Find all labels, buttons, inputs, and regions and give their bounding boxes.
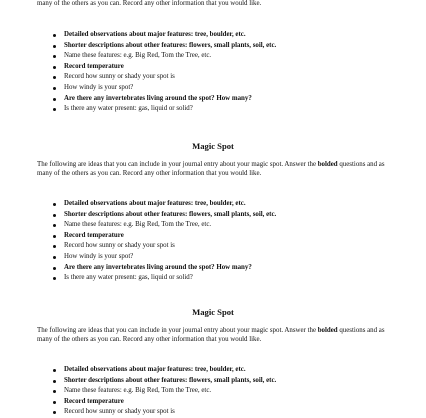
intro-paragraph	[37, 161, 397, 178]
list-item: Name these features: e.g. Big Red, Tom the Tree, etc.	[0, 51, 426, 62]
list-item: Shorter descriptions about other features: flowers, small plants, soil, etc.	[0, 41, 426, 52]
intro-text: The following are ideas that you can include in your journal entry about your magic spot. Answer the	[37, 327, 318, 334]
intro-text-rest: questions and as many of the others as you can. Record any other information that you would like.	[37, 327, 385, 343]
list-item: Record temperature	[0, 397, 426, 408]
intro-bold-word: bolded	[317, 161, 338, 168]
intro-text: The following are ideas that you can include in your journal entry about your magic spot. Answer the	[37, 161, 318, 168]
list-item: Record temperature	[0, 231, 426, 242]
list-item: Record how sunny or shady your spot is	[0, 72, 426, 83]
list-item: Shorter descriptions about other features: flowers, small plants, soil, etc.	[0, 210, 426, 221]
intro-paragraph	[37, 0, 397, 8]
list-item: Shorter descriptions about other features: flowers, small plants, soil, etc.	[0, 376, 426, 387]
feature-list	[0, 199, 426, 284]
feature-list	[0, 365, 426, 418]
intro-bold-word: bolded	[317, 327, 338, 334]
list-item: Record how sunny or shady your spot is	[0, 407, 426, 418]
section-title: Magic Spot	[192, 141, 234, 151]
intro-text-rest: questions and as many of the others as you can. Record any other information that you would like.	[37, 161, 385, 177]
list-item: Record how sunny or shady your spot is	[0, 241, 426, 252]
list-item: Are there any invertebrates living around the spot? How many?	[0, 94, 426, 105]
feature-list	[0, 30, 426, 115]
list-item: Is there any water present: gas, liquid or solid?	[0, 273, 426, 284]
intro-paragraph	[37, 327, 397, 344]
list-item: Detailed observations about major features: tree, boulder, etc.	[0, 365, 426, 376]
list-item: Name these features: e.g. Big Red, Tom the Tree, etc.	[0, 220, 426, 231]
intro-text-rest: many of the others as you can. Record any other information that you would like.	[37, 0, 262, 7]
list-item: Detailed observations about major features: tree, boulder, etc.	[0, 30, 426, 41]
list-item: Are there any invertebrates living around the spot? How many?	[0, 263, 426, 274]
list-item: How windy is your spot?	[0, 83, 426, 94]
list-item: How windy is your spot?	[0, 252, 426, 263]
list-item: Name these features: e.g. Big Red, Tom the Tree, etc.	[0, 386, 426, 397]
list-item: Record temperature	[0, 62, 426, 73]
list-item: Detailed observations about major features: tree, boulder, etc.	[0, 199, 426, 210]
section-title: Magic Spot	[192, 307, 234, 317]
list-item: Is there any water present: gas, liquid or solid?	[0, 104, 426, 115]
